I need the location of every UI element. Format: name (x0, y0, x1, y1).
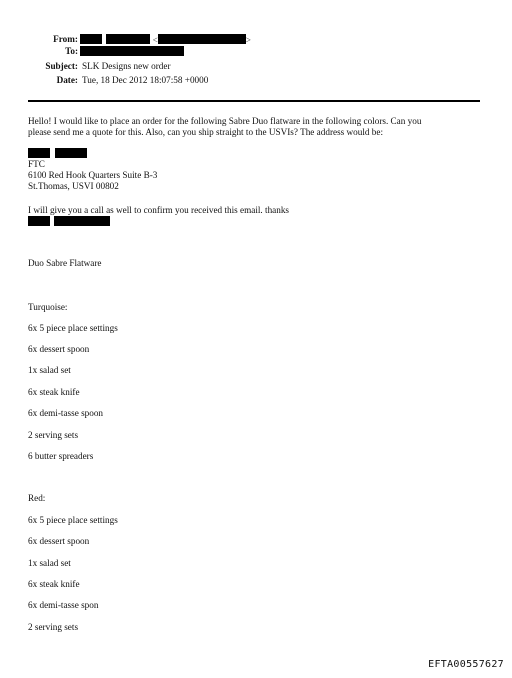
list-item: 1x salad set (28, 365, 71, 375)
address-line: 6100 Red Hook Quarters Suite B-3 (28, 170, 158, 180)
list-item: 6x demi-tasse spoon (28, 408, 104, 418)
angle-open: < (152, 35, 158, 45)
list-item: 1x salad set (28, 558, 71, 568)
list-item: 2 serving sets (28, 622, 79, 632)
redacted-block (158, 34, 246, 44)
redacted-block (80, 34, 102, 44)
turquoise-title: Turquoise: (28, 302, 68, 312)
list-item: 2 serving sets (28, 430, 79, 440)
to-label: To: (65, 46, 78, 56)
intro-line-1: Hello! I would like to place an order for the following Sabre Duo flatware in the following colors. Can you (28, 116, 422, 126)
list-item: 6x demi-tasse spon (28, 600, 99, 610)
from-value (80, 34, 251, 46)
redacted-signature (28, 216, 110, 228)
angle-close: > (245, 35, 251, 45)
redacted-block (106, 34, 150, 44)
redacted-block (54, 216, 110, 226)
date-label: Date: (56, 75, 78, 85)
list-item: 6x dessert spoon (28, 536, 90, 546)
from-row (0, 34, 300, 45)
red-title: Red: (28, 493, 46, 503)
list-item: 6x dessert spoon (28, 344, 90, 354)
date-value: Tue, 18 Dec 2012 18:07:58 +0000 (82, 75, 209, 85)
subject-label: Subject: (45, 61, 78, 71)
address-line: FTC (28, 159, 45, 169)
from-label: From: (53, 34, 78, 44)
redacted-block (80, 46, 184, 56)
to-value (80, 46, 184, 58)
redacted-block (28, 148, 50, 158)
product-title: Duo Sabre Flatware (28, 258, 102, 268)
document-id: EFTA00557627 (428, 659, 504, 670)
header-divider (28, 100, 480, 102)
address-line: St.Thomas, USVI 00802 (28, 181, 119, 191)
list-item: 6x steak knife (28, 579, 80, 589)
intro-line-2: please send me a quote for this. Also, can you ship straight to the USVIs? The address would be: (28, 127, 384, 137)
list-item: 6x 5 piece place settings (28, 515, 118, 525)
subject-value: SLK Designs new order (82, 61, 171, 71)
email-header (0, 34, 300, 94)
redacted-block (55, 148, 87, 158)
date-row (0, 75, 300, 86)
to-row (0, 46, 300, 57)
subject-row (0, 61, 300, 72)
list-item: 6x steak knife (28, 387, 80, 397)
redacted-block (28, 216, 50, 226)
list-item: 6 butter spreaders (28, 451, 94, 461)
list-item: 6x 5 piece place settings (28, 323, 118, 333)
call-line: I will give you a call as well to confirm you received this email. thanks (28, 205, 290, 215)
